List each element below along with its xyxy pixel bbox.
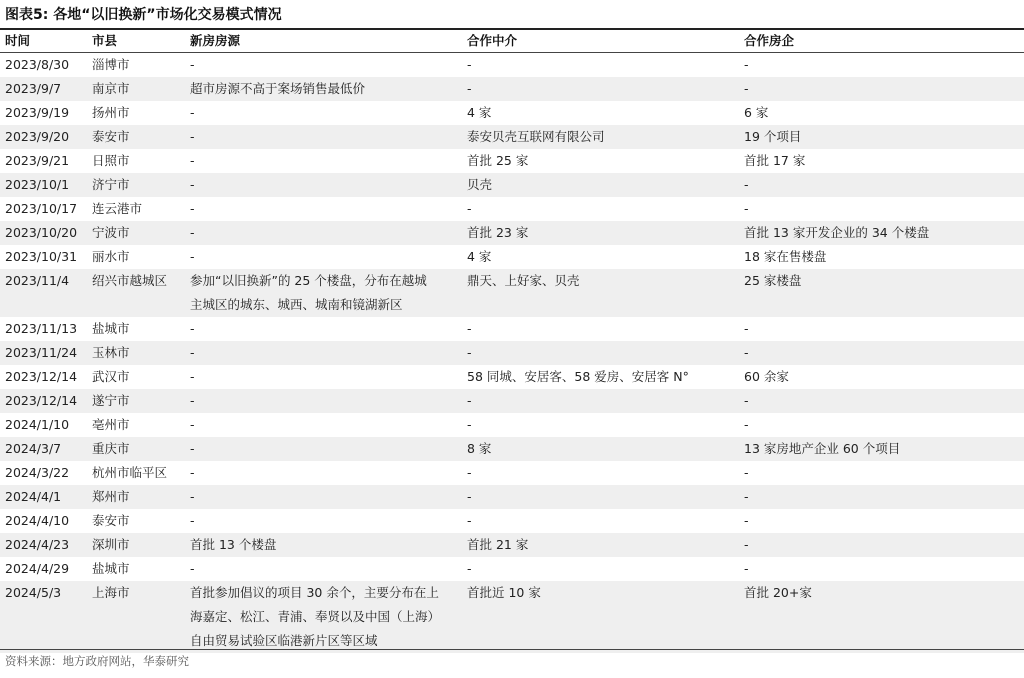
agency-cell: - (467, 417, 472, 432)
developer-cell: 首批 13 家开发企业的 34 个楼盘 (744, 225, 930, 240)
developer-cell: - (744, 513, 749, 528)
developer-cell: - (744, 417, 749, 432)
agency-cell: 4 家 (467, 105, 492, 120)
new-housing-cell: - (190, 129, 195, 144)
agency-cell: 首批 25 家 (467, 153, 529, 168)
agency-cell: 鼎天、上好家、贝壳 (467, 273, 580, 288)
new-housing-cell: - (190, 561, 195, 576)
city-cell: 盐城市 (92, 321, 130, 336)
city-cell: 济宁市 (92, 177, 130, 192)
time-cell: 2024/1/10 (5, 417, 70, 432)
new-housing-cell: - (190, 489, 195, 504)
table-row (0, 341, 1024, 365)
developer-cell: 60 余家 (744, 369, 789, 384)
agency-cell: 首批近 10 家 (467, 585, 541, 600)
agency-cell: - (467, 321, 472, 336)
table-row (0, 509, 1024, 533)
city-cell: 杭州市临平区 (92, 465, 168, 480)
agency-cell: 8 家 (467, 441, 492, 456)
developer-cell: - (744, 57, 749, 72)
city-cell: 亳州市 (92, 417, 130, 432)
developer-cell: - (744, 201, 749, 216)
time-cell: 2024/4/23 (5, 537, 70, 552)
agency-cell: - (467, 345, 472, 360)
city-cell: 玉林市 (92, 345, 130, 360)
city-cell: 重庆市 (92, 441, 130, 456)
table-row (0, 581, 1024, 653)
header-time: 时间 (5, 33, 31, 48)
developer-cell: - (744, 465, 749, 480)
agency-cell: 首批 21 家 (467, 537, 529, 552)
city-cell: 盐城市 (92, 561, 130, 576)
city-cell: 连云港市 (92, 201, 143, 216)
time-cell: 2023/10/31 (5, 249, 78, 264)
table-header (0, 30, 1024, 53)
city-cell: 郑州市 (92, 489, 130, 504)
time-cell: 2023/8/30 (5, 57, 70, 72)
new-housing-cell: - (190, 513, 195, 528)
time-cell: 2023/11/4 (5, 273, 70, 288)
new-housing-cell: - (190, 105, 195, 120)
developer-cell: 首批 17 家 (744, 153, 806, 168)
table-row (0, 317, 1024, 341)
time-cell: 2023/12/14 (5, 393, 78, 408)
time-cell: 2023/9/20 (5, 129, 70, 144)
city-cell: 扬州市 (92, 105, 130, 120)
developer-cell: - (744, 177, 749, 192)
header-city: 市县 (92, 33, 118, 48)
table-row (0, 77, 1024, 101)
developer-cell: 18 家在售楼盘 (744, 249, 827, 264)
time-cell: 2024/4/10 (5, 513, 70, 528)
table-row (0, 221, 1024, 245)
city-cell: 丽水市 (92, 249, 130, 264)
new-housing-cell: 首批参加倡议的项目 30 余个，主要分布在上 海嘉定、松江、青浦、奉贤以及中国（上海） 自由贸易试验区临港新片区等区域 (190, 585, 441, 648)
table-row (0, 557, 1024, 581)
city-cell: 泰安市 (92, 513, 130, 528)
developer-cell: 13 家房地产企业 60 个项目 (744, 441, 901, 456)
agency-cell: - (467, 201, 472, 216)
developer-cell: - (744, 345, 749, 360)
agency-cell: - (467, 57, 472, 72)
city-cell: 淄博市 (92, 57, 130, 72)
developer-cell: 19 个项目 (744, 129, 802, 144)
table-row (0, 437, 1024, 461)
city-cell: 武汉市 (92, 369, 130, 384)
table-row (0, 245, 1024, 269)
agency-cell: - (467, 561, 472, 576)
developer-cell: 6 家 (744, 105, 769, 120)
time-cell: 2023/10/17 (5, 201, 78, 216)
header-new-housing: 新房房源 (190, 33, 241, 48)
time-cell: 2024/3/7 (5, 441, 62, 456)
agency-cell: 首批 23 家 (467, 225, 529, 240)
time-cell: 2024/3/22 (5, 465, 70, 480)
time-cell: 2023/11/24 (5, 345, 78, 360)
agency-cell: - (467, 513, 472, 528)
developer-cell: - (744, 537, 749, 552)
agency-cell: - (467, 465, 472, 480)
developer-cell: - (744, 489, 749, 504)
city-cell: 宁波市 (92, 225, 130, 240)
city-cell: 深圳市 (92, 537, 130, 552)
table-row (0, 365, 1024, 389)
new-housing-cell: - (190, 249, 195, 264)
table-row (0, 101, 1024, 125)
new-housing-cell: - (190, 369, 195, 384)
new-housing-cell: - (190, 441, 195, 456)
new-housing-cell: 首批 13 个楼盘 (190, 537, 277, 552)
figure-title: 图表5: 各地“以旧换新”市场化交易模式情况 (5, 7, 282, 23)
new-housing-cell: 超市房源不高于案场销售最低价 (190, 81, 366, 96)
time-cell: 2023/12/14 (5, 369, 78, 384)
new-housing-cell: - (190, 57, 195, 72)
new-housing-cell: - (190, 177, 195, 192)
time-cell: 2024/5/3 (5, 585, 62, 600)
source-note: 资料来源：地方政府网站，华泰研究 (5, 654, 189, 668)
time-cell: 2023/11/13 (5, 321, 78, 336)
bottom-rule (0, 649, 1024, 650)
table-row (0, 461, 1024, 485)
developer-cell: 25 家楼盘 (744, 273, 802, 288)
time-cell: 2024/4/29 (5, 561, 70, 576)
agency-cell: 58 同城、安居客、58 爱房、安居客 N° (467, 369, 689, 384)
new-housing-cell: - (190, 345, 195, 360)
header-agency: 合作中介 (467, 33, 518, 48)
city-cell: 日照市 (92, 153, 130, 168)
new-housing-cell: - (190, 153, 195, 168)
time-cell: 2023/9/19 (5, 105, 70, 120)
new-housing-cell: - (190, 321, 195, 336)
new-housing-cell: - (190, 225, 195, 240)
developer-cell: - (744, 561, 749, 576)
time-cell: 2023/9/7 (5, 81, 62, 96)
city-cell: 遂宁市 (92, 393, 130, 408)
table-row (0, 125, 1024, 149)
time-cell: 2023/9/21 (5, 153, 70, 168)
table-row (0, 413, 1024, 437)
time-cell: 2023/10/20 (5, 225, 78, 240)
new-housing-cell: - (190, 201, 195, 216)
agency-cell: - (467, 393, 472, 408)
developer-cell: - (744, 393, 749, 408)
agency-cell: - (467, 489, 472, 504)
new-housing-cell: - (190, 393, 195, 408)
new-housing-cell: - (190, 417, 195, 432)
agency-cell: 贝壳 (467, 177, 493, 192)
new-housing-cell: 参加“以旧换新”的 25 个楼盘，分布在越城 主城区的城东、城西、城南和镜湖新区 (190, 273, 427, 312)
city-cell: 上海市 (92, 585, 130, 600)
developer-cell: - (744, 81, 749, 96)
table-row (0, 269, 1024, 317)
time-cell: 2023/10/1 (5, 177, 70, 192)
city-cell: 绍兴市越城区 (92, 273, 168, 288)
table-row (0, 53, 1024, 77)
city-cell: 泰安市 (92, 129, 130, 144)
developer-cell: 首批 20+家 (744, 585, 812, 600)
new-housing-cell: - (190, 465, 195, 480)
table-row (0, 173, 1024, 197)
header-developer: 合作房企 (744, 33, 795, 48)
table-row (0, 149, 1024, 173)
city-cell: 南京市 (92, 81, 130, 96)
table-row (0, 197, 1024, 221)
agency-cell: 泰安贝壳互联网有限公司 (467, 129, 605, 144)
time-cell: 2024/4/1 (5, 489, 62, 504)
agency-cell: - (467, 81, 472, 96)
developer-cell: - (744, 321, 749, 336)
table-row (0, 485, 1024, 509)
table-row (0, 389, 1024, 413)
table-row (0, 533, 1024, 557)
agency-cell: 4 家 (467, 249, 492, 264)
